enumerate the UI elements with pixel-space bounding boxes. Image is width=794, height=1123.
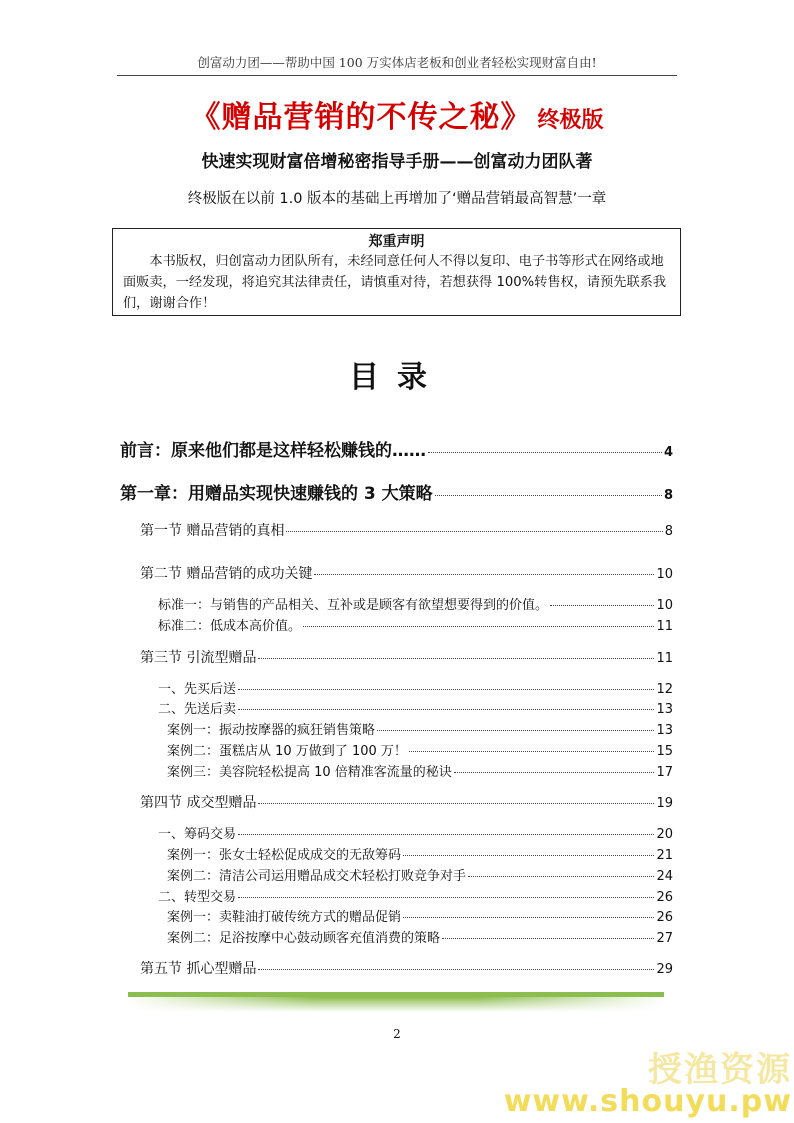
- toc-entry-label: 一、先买后送: [158, 682, 237, 697]
- watermark-title: 授渔资源: [648, 1050, 792, 1090]
- book-title-edition: 终极版: [537, 108, 604, 133]
- header-divider: [117, 75, 677, 76]
- toc-entry-case-massager[interactable]: [167, 719, 673, 738]
- toc-page-number: 10: [656, 598, 673, 613]
- book-subtitle: 快速实现财富倍增秘密指导手册——创富动力团队著: [201, 152, 593, 172]
- toc-leader: [403, 917, 654, 918]
- toc-leader: [454, 772, 655, 773]
- toc-leader: [377, 730, 654, 731]
- toc-leader: [238, 689, 654, 690]
- toc-entry-chip-deal[interactable]: [158, 823, 673, 842]
- toc-page-number: 8: [663, 488, 673, 503]
- toc-leader: [409, 751, 655, 752]
- toc-page-number: 26: [656, 910, 673, 925]
- toc-entry-label: 案例一：振动按摩器的疯狂销售策略: [167, 723, 376, 738]
- toc-leader: [258, 969, 654, 970]
- toc-leader: [258, 803, 654, 804]
- toc-entry-label: 标准一：与销售的产品相关、互补或是顾客有欲望想要得到的价值。: [158, 598, 549, 613]
- page-number: 2: [393, 1027, 401, 1041]
- notice-title: 郑重声明: [368, 234, 425, 250]
- toc-entry-standard-1[interactable]: [158, 594, 673, 613]
- toc-entry-case-ms-zhang[interactable]: [167, 844, 673, 863]
- toc-leader: [403, 855, 654, 856]
- toc-entry-standard-2[interactable]: [158, 615, 673, 634]
- toc-entry-case-beauty-salon[interactable]: [167, 761, 673, 780]
- toc-entry-label: 案例一：卖鞋油打破传统方式的赠品促销: [167, 910, 402, 925]
- toc-entry-case-shoe-polish[interactable]: [167, 906, 673, 925]
- toc-page-number: 21: [656, 848, 673, 863]
- toc-page-number: 12: [656, 682, 673, 697]
- toc-entry-label: 案例一：张女士轻松促成成交的无敌筹码: [167, 848, 402, 863]
- edition-note: 终极版在以前 1.0 版本的基础上再增加了‘赠品营销最高智慧’一章: [187, 191, 607, 207]
- toc-entry-label: 第五节 抓心型赠品: [140, 961, 257, 977]
- toc-entry-section-1[interactable]: [140, 520, 673, 540]
- toc-title: 目录: [349, 360, 445, 395]
- toc-leader: [238, 709, 654, 710]
- notice-body: 本书版权，归创富动力团队所有，未经同意任何人不得以复印、电子书等形式在网络或地面贩卖，一经发现，将追究其法律责任，请慎重对待，若想获得 100%转售权，请预先联系我们，谢谢合作！: [123, 254, 667, 311]
- toc-entry-label: 案例二：清洁公司运用赠品成交术轻松打败竞争对手: [167, 869, 467, 884]
- toc-entry-label: 第一章：用赠品实现快速赚钱的 3 大策略: [120, 484, 433, 504]
- toc-leader: [238, 897, 654, 898]
- toc-entry-label: 标准二：低成本高价值。: [158, 619, 302, 634]
- toc-page-number: 26: [656, 890, 673, 905]
- toc-entry-label: 第三节 引流型赠品: [140, 650, 257, 666]
- toc-page-number: 29: [656, 962, 673, 977]
- toc-entry-buy-then-gift[interactable]: [158, 678, 673, 697]
- running-header: 创富动力团——帮助中国 100 万实体店老板和创业者轻松实现财富自由!: [197, 55, 597, 70]
- toc-page-number: 11: [656, 619, 673, 634]
- toc-entry-section-5[interactable]: [140, 958, 673, 978]
- toc-entry-section-2[interactable]: [140, 563, 673, 583]
- toc-page-number: 11: [656, 651, 673, 666]
- toc-entry-label: 前言：原来他们都是这样轻松赚钱的……: [120, 441, 426, 461]
- toc-entry-chapter-1[interactable]: [120, 479, 673, 504]
- toc-page-number: 8: [664, 524, 673, 539]
- toc-leader: [314, 574, 654, 575]
- toc-page-number: 17: [656, 765, 673, 780]
- toc-entry-label: 案例二：蛋糕店从 10 万做到了 100 万！: [167, 744, 407, 759]
- toc-entry-label: 一、筹码交易: [158, 827, 237, 842]
- toc-leader: [442, 938, 654, 939]
- toc-entry-preface[interactable]: [120, 436, 673, 461]
- toc-page-number: 10: [656, 567, 673, 582]
- toc-entry-label: 第一节 赠品营销的真相: [140, 523, 285, 539]
- toc-page-number: 13: [656, 702, 673, 717]
- toc-leader: [286, 531, 662, 532]
- toc-leader: [550, 605, 654, 606]
- toc-page-number: 20: [656, 827, 673, 842]
- toc-entry-label: 案例二：足浴按摩中心鼓动顾客充值消费的策略: [167, 931, 441, 946]
- toc-entry-label: 第四节 成交型赠品: [140, 795, 257, 811]
- toc-entry-label: 第二节 赠品营销的成功关键: [140, 566, 313, 582]
- toc-entry-section-3[interactable]: [140, 647, 673, 667]
- toc-page-number: 19: [656, 796, 673, 811]
- footer-decoration-bar: [128, 992, 664, 1012]
- toc-entry-case-cake-shop[interactable]: [167, 740, 673, 759]
- toc-entry-section-4[interactable]: [140, 792, 673, 812]
- toc-page-number: 24: [656, 869, 673, 884]
- book-title: [0, 92, 794, 136]
- toc-entry-case-foot-massage[interactable]: [167, 927, 673, 946]
- toc-entry-label: 二、转型交易: [158, 890, 237, 905]
- toc-entry-label: 案例三：美容院轻松提高 10 倍精准客流量的秘诀: [167, 765, 452, 780]
- toc-entry-gift-then-sell[interactable]: [158, 698, 673, 717]
- book-title-main: 《赠品营销的不传之秘》: [190, 100, 532, 135]
- toc-page-number: 15: [656, 744, 673, 759]
- toc-entry-transform-deal[interactable]: [158, 886, 673, 905]
- toc-page-number: 4: [663, 445, 673, 460]
- toc-leader: [435, 495, 662, 496]
- toc-leader: [258, 658, 654, 659]
- toc-entry-case-cleaning-company[interactable]: [167, 865, 673, 884]
- toc-leader: [468, 876, 654, 877]
- toc-page-number: 27: [656, 931, 673, 946]
- toc-leader: [303, 626, 654, 627]
- watermark-url: www.shouyu.pw: [503, 1084, 792, 1119]
- toc-entry-label: 二、先送后卖: [158, 702, 237, 717]
- toc-page-number: 13: [656, 723, 673, 738]
- toc-leader: [238, 834, 654, 835]
- copyright-notice: [112, 228, 681, 316]
- toc-leader: [428, 452, 662, 453]
